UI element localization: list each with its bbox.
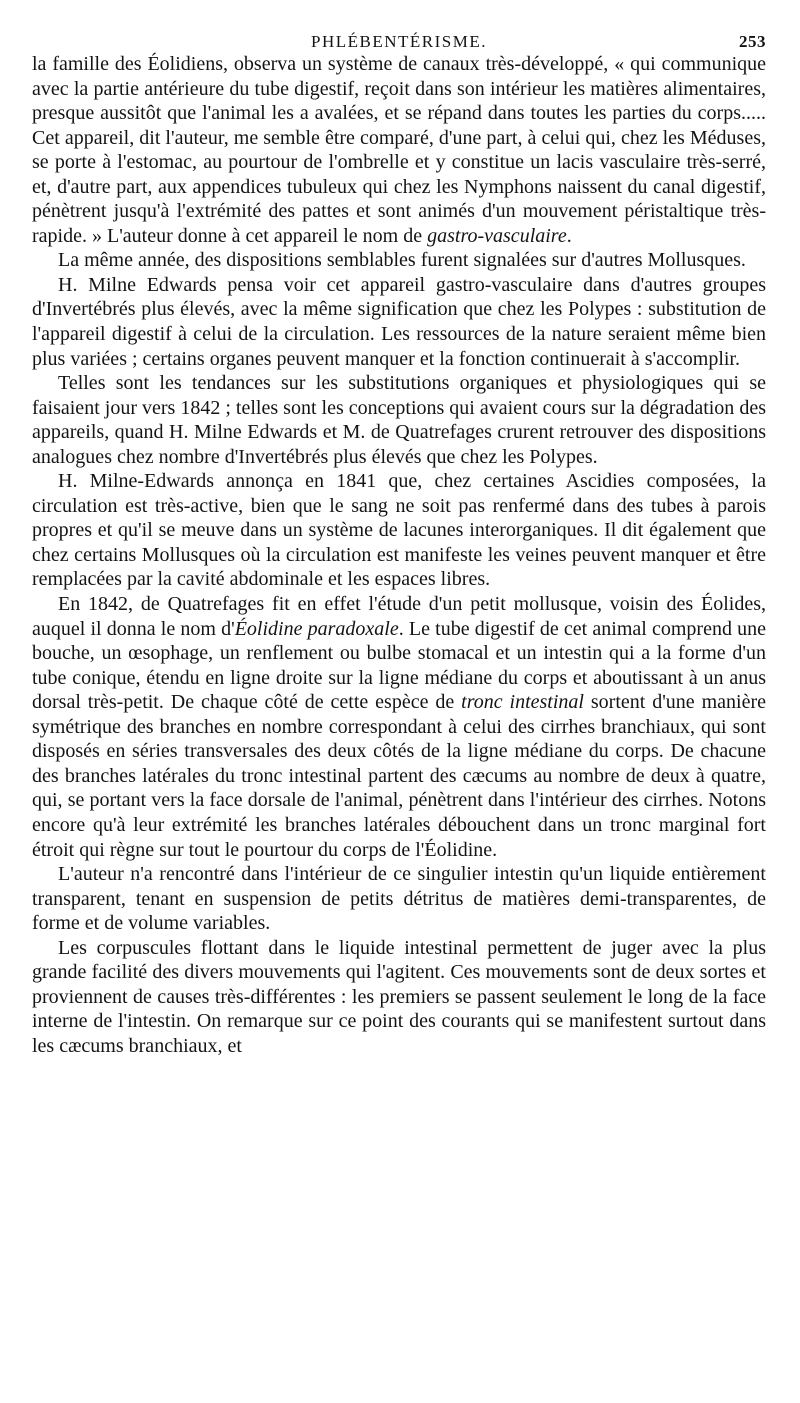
paragraph (32, 52, 766, 248)
italic-term: tronc intestinal (461, 691, 584, 714)
running-title: PHLÉBENTÉRISME. (311, 32, 487, 51)
italic-term: Éolidine paradoxale (234, 617, 399, 640)
body-text (32, 52, 766, 1058)
text-run: la famille des Éolidiens, observa un système de canaux très-développé, « qui communique avec la partie antérieure du tube digestif, reçoit dans son intérieur les matières alimentaires, presque aussitôt que l'animal les a avalées, et se répand dans toutes les parties du corps..... Cet appareil, dit l'auteur, me semble être comparé, d'une part, à celui qui, chez les Méduses, se porte à l'estomac, au pourtour de l'ombrelle et y constitue un lacis vasculaire très-serré, et, d'autre part, aux appendices tubuleux qui chez les Nymphons naissent du canal digestif, pénètrent jusqu'à l'extrémité des pattes et sont animés d'un mouvement péristaltique très-rapide. » L'auteur donne à cet appareil le nom de (32, 53, 766, 247)
paragraph (32, 592, 766, 862)
text-run: En 1842, de Quatrefages fit en effet l'étude d'un petit mollusque, voisin des Éolides, auquel il donna le nom d' (32, 593, 766, 640)
text-run: Les corpuscules flottant dans le liquide intestinal permettent de juger avec la plus grande facilité des divers mouvements qui l'agitent. Ces mouvements sont de deux sortes et proviennent de causes très-différentes : les premiers se passent seulement le long de la face interne de l'intestin. On remarque sur ce point des courants qui se manifestent surtout dans les cæcums branchiaux, et (32, 936, 766, 1057)
text-run: L'auteur n'a rencontré dans l'intérieur de ce singulier intestin qu'un liquide entièrement transparent, tenant en suspension de petits détritus de matières demi-transparentes, de forme et de volume variables. (32, 863, 766, 935)
running-head (32, 28, 766, 52)
paragraph (32, 936, 766, 1059)
paragraph (32, 371, 766, 469)
paragraph (32, 248, 766, 273)
paragraph (32, 273, 766, 371)
text-run: H. Milne Edwards pensa voir cet appareil gastro-vasculaire dans d'autres groupes d'Invertébrés plus élevés, avec la même signification que chez les Polypes : substitution de l'appareil digestif à celui de la circulation. Les ressources de la nature seraient même bien plus variées ; certains organes peuvent manquer et la fonction continuerait à s'accomplir. (32, 273, 766, 370)
paragraph (32, 469, 766, 592)
text-run: Telles sont les tendances sur les substitutions organiques et physiologiques qui se faisaient jour vers 1842 ; telles sont les conceptions qui avaient cours sur la dégradation des appareils, quand H. Milne Edwards et M. de Quatrefages crurent retrouver des dispositions analogues chez nombre d'Invertébrés plus élevés que chez les Polypes. (32, 372, 766, 468)
page-number: 253 (739, 32, 766, 51)
paragraph (32, 862, 766, 936)
text-run: . (566, 224, 572, 247)
text-run: . Le tube digestif de cet animal comprend une bouche, un œsophage, un renflement ou bulbe stomacal et un intestin qui a la forme d'un tube conique, étendu en ligne droite sur la ligne médiane du corps et aboutissant à un anus dorsal très-petit. De chaque côté de cette espèce de (32, 617, 766, 714)
text-run: sortent d'une manière symétrique des branches en nombre correspondant à celui des cirrhes branchiaux, qui sont disposés en séries transversales des deux côtés de la ligne médiane du corps. De chacune des branches latérales du tronc intestinal partent des cæcums au nombre de deux à quatre, qui, se portant vers la face dorsale de l'animal, pénètrent dans l'intérieur des cirrhes. Notons encore qu'à leur extrémité les branches latérales débouchent dans un tronc marginal fort étroit qui règne sur tout le pourtour du corps de l'Éolidine. (32, 691, 766, 861)
text-run: H. Milne-Edwards annonça en 1841 que, chez certaines Ascidies composées, la circulation est très-active, bien que le sang ne soit pas renfermé dans des tubes à parois propres et qu'il se meuve dans un système de lacunes interorganiques. Il dit également que chez certains Mollusques où la circulation est manifeste les veines peuvent manquer et être remplacées par la cavité abdominale et les espaces libres. (32, 470, 766, 591)
italic-term: gastro-vasculaire (427, 224, 567, 247)
text-run: La même année, des dispositions semblables furent signalées sur d'autres Mollusques. (58, 249, 746, 272)
